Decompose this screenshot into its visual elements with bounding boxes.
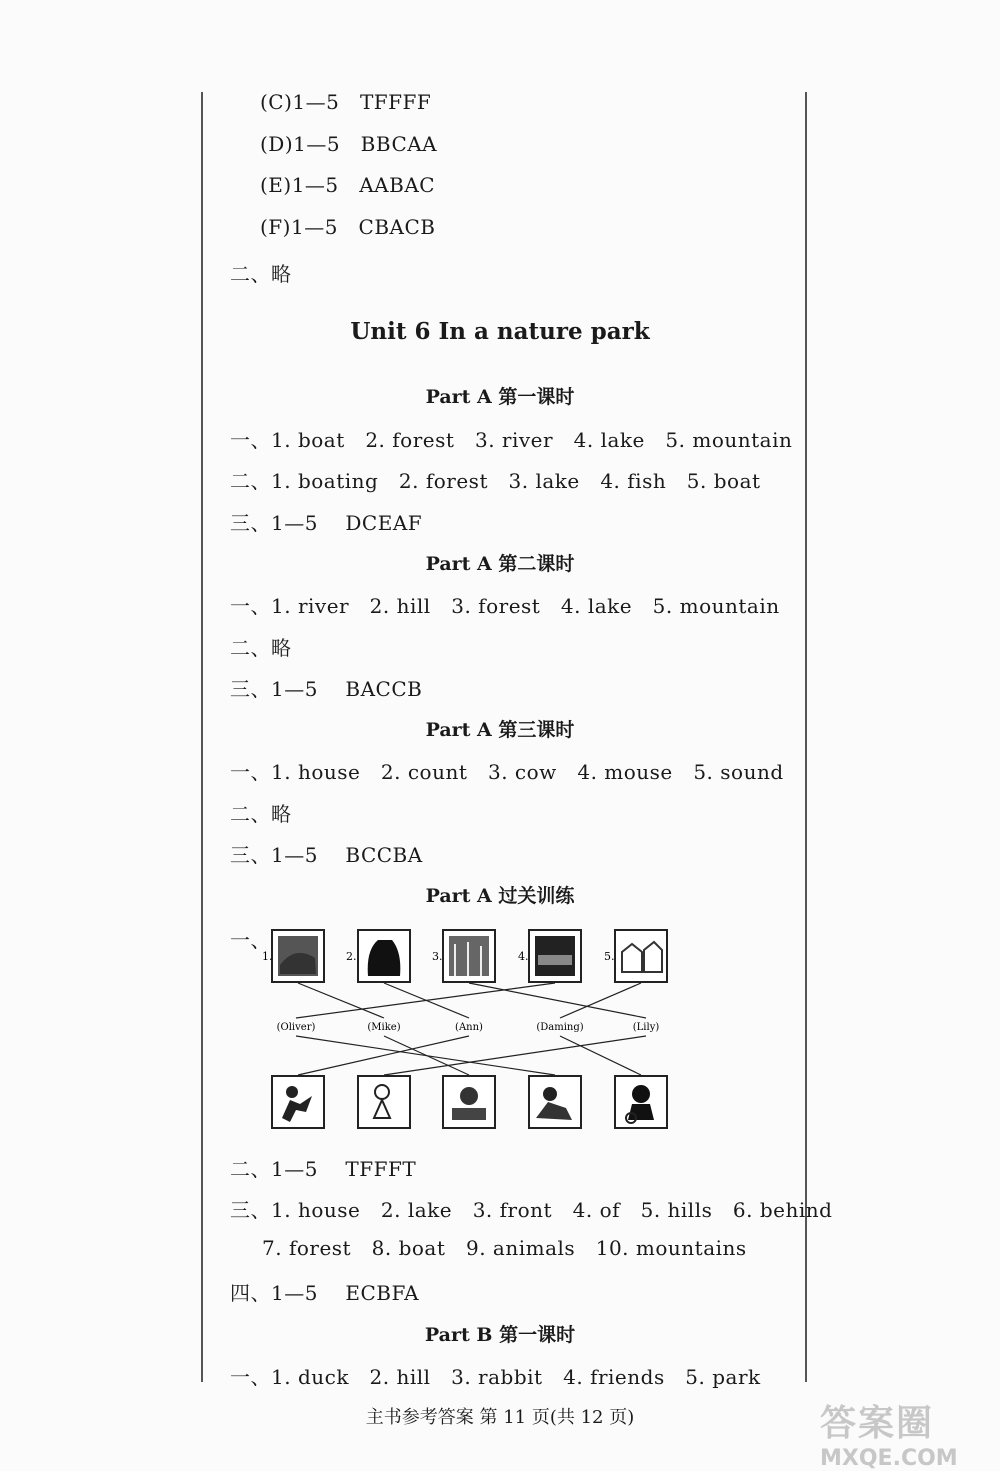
name-label-daming: (Daming) [536,1022,584,1033]
answer-line: 四、1—5 ECBFA [230,1281,420,1305]
name-label-mike: (Mike) [367,1022,401,1033]
answer-line: 一、1. boat 2. forest 3. river 4. lake 5. mountain [230,428,793,452]
bottom-picture-4 [529,1076,581,1128]
answer-line-e: (E)1—5 AABAC [260,173,436,197]
answer-line-d: (D)1—5 BBCAA [260,132,438,156]
top-picture-5 [615,930,667,982]
answer-line: 二、1—5 TFFFT [230,1157,417,1181]
answer-line-f: (F)1—5 CBACB [260,215,436,239]
answer-line-c: (C)1—5 TFFFF [260,90,432,114]
picture-number: 1. [262,950,273,963]
top-picture-1 [272,930,324,982]
section-heading: Part A 第三课时 [425,719,575,741]
top-picture-3 [443,930,495,982]
lower-match-lines [296,1036,646,1075]
watermark-logo: 答案圈 MXQE.COM [820,1403,958,1471]
answer-line: 一、1. river 2. hill 3. forest 4. lake 5. mountain [230,594,780,618]
picture-number: 3. [432,950,443,963]
answer-line: 一、1. duck 2. hill 3. rabbit 4. friends 5. park [230,1365,761,1389]
answer-line: 三、1. house 2. lake 3. front 4. of 5. hills 6. behind [230,1198,833,1222]
matching-prefix: 一、 [230,928,271,952]
bottom-picture-1 [272,1076,324,1128]
name-label-oliver: (Oliver) [276,1022,316,1033]
answer-line: 二、1. boating 2. forest 3. lake 4. fish 5. boat [230,469,761,493]
answer-line: 7. forest 8. boat 9. animals 10. mountains [262,1236,747,1260]
section-heading: Part A 第二课时 [425,553,575,575]
answer-line: 三、1—5 BCCBA [230,843,423,867]
answer-line: 一、1. house 2. count 3. cow 4. mouse 5. sound [230,760,784,784]
answer-line-er: 二、略 [230,262,292,286]
picture-number: 2. [346,950,357,963]
answer-line: 二、略 [230,636,292,660]
page-footer: 主书参考答案 第 11 页(共 12 页) [365,1407,635,1428]
top-picture-2 [358,930,410,982]
bottom-picture-2 [358,1076,410,1128]
answer-line: 二、略 [230,802,292,826]
top-picture-4 [529,930,581,982]
bottom-picture-5 [615,1076,667,1128]
unit-title: Unit 6 In a nature park [350,318,650,345]
upper-match-lines [296,983,646,1018]
answer-line: 三、1—5 BACCB [230,677,423,701]
bottom-picture-3 [443,1076,495,1128]
name-label-ann: (Ann) [455,1022,483,1033]
picture-number: 4. [518,950,529,963]
section-heading: Part A 第一课时 [425,386,575,408]
picture-number: 5. [604,950,615,963]
section-heading: Part B 第一课时 [424,1324,576,1346]
answer-line: 三、1—5 DCEAF [230,511,423,535]
name-label-lily: (Lily) [632,1022,660,1033]
section-heading: Part A 过关训练 [425,885,575,907]
